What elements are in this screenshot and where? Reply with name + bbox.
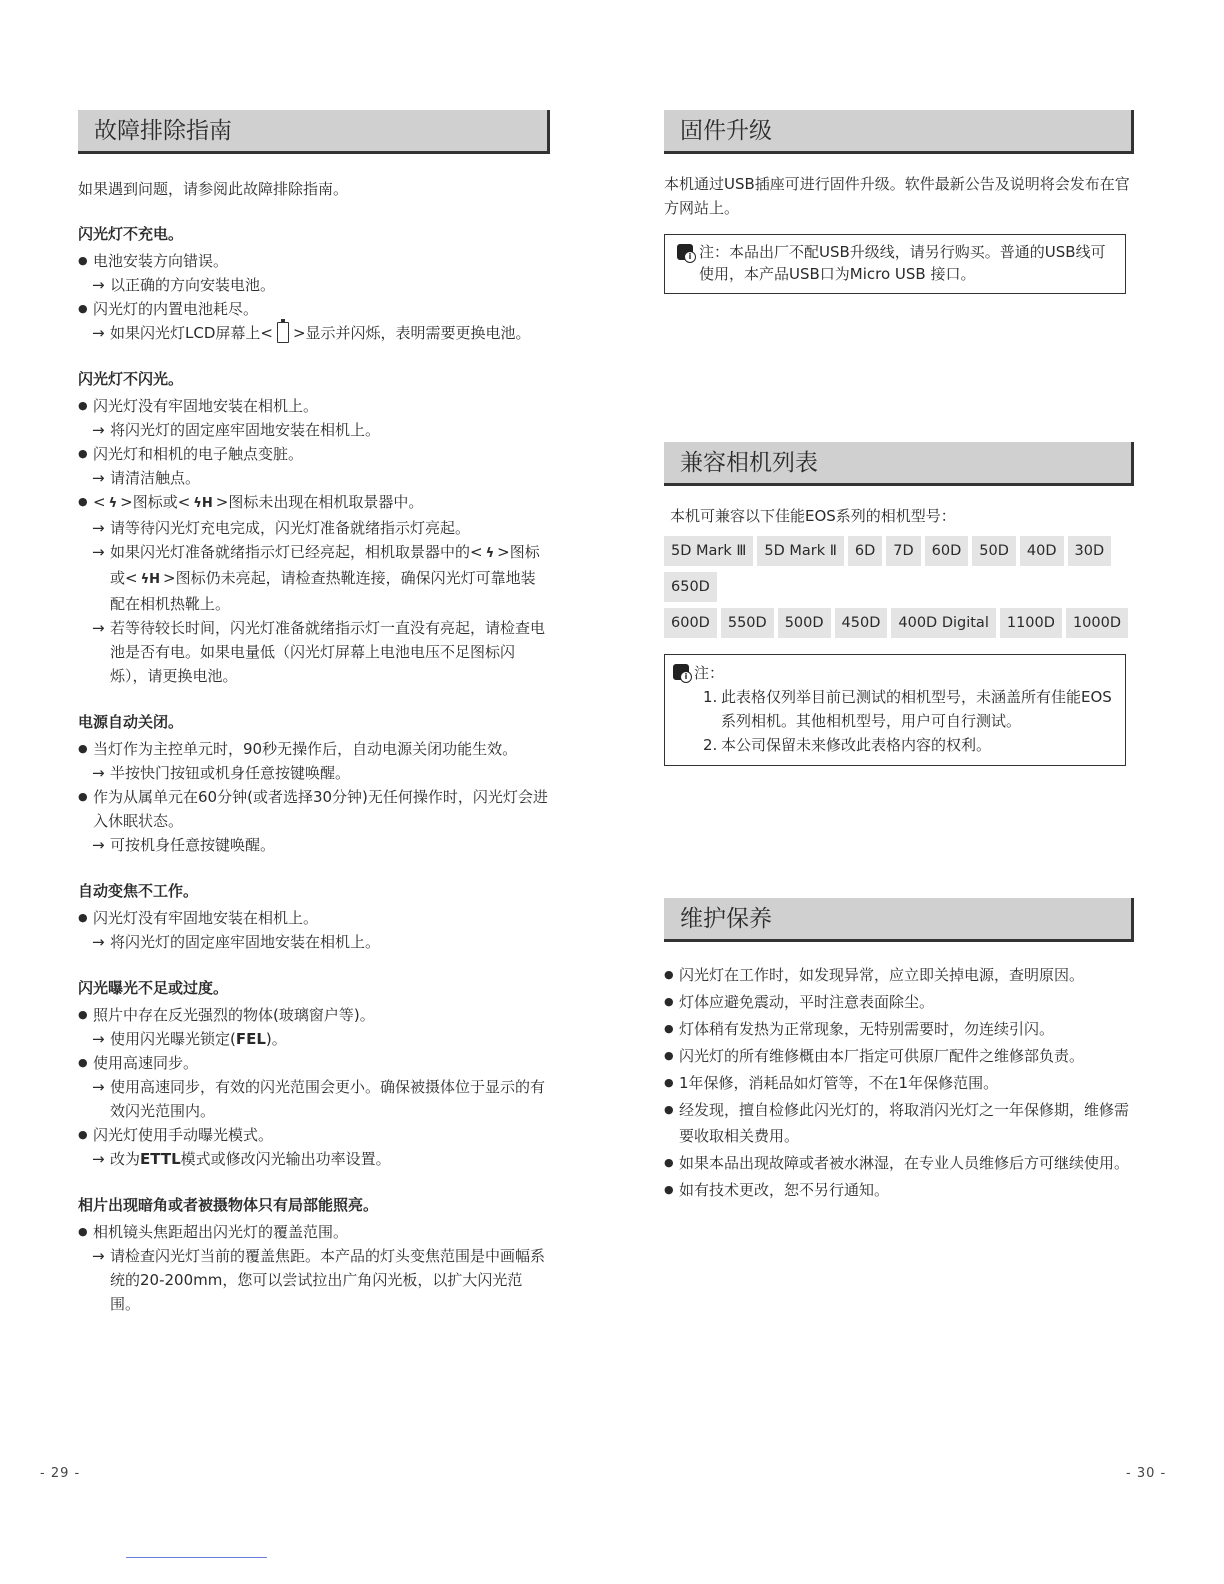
camera-chip: 5D Mark Ⅲ <box>664 536 753 566</box>
fix-item: → 可按机身任意按键唤醒。 <box>78 833 550 857</box>
firmware-text: 本机通过USB插座可进行固件升级。软件最新公告及说明将会发布在官方网站上。 <box>664 175 1130 217</box>
camera-chip: 650D <box>664 572 717 602</box>
camera-chip: 400D Digital <box>891 608 995 638</box>
fix-item: → 将闪光灯的固定座牢固地安装在相机上。 <box>78 930 550 954</box>
page-number-right: - 30 - <box>1126 1466 1167 1481</box>
flash-ready-icon: ϟ <box>108 496 118 511</box>
firmware-section <box>664 110 1134 294</box>
care-item: ● 如有技术更改，恕不另行通知。 <box>664 1177 1134 1203</box>
compat-note <box>664 654 1126 766</box>
care-section <box>664 898 1134 1204</box>
camera-chip: 600D <box>664 608 717 638</box>
issue-title: 闪光曝光不足或过度。 <box>78 979 229 997</box>
care-item: ● 1年保修，消耗品如灯管等，不在1年保修范围。 <box>664 1070 1134 1096</box>
troubleshooting-section <box>78 110 550 1316</box>
battery-icon <box>277 322 289 343</box>
fix-item: → 如果闪光灯LCD屏幕上< >显示并闪烁，表明需要更换电池。 <box>78 321 550 345</box>
fix-item: → 改为ETTL模式或修改闪光输出功率设置。 <box>78 1147 550 1171</box>
care-item: ● 闪光灯在工作时，如发现异常，应立即关掉电源，查明原因。 <box>664 962 1134 988</box>
care-item: ● 如果本品出现故障或者被水淋湿，在专业人员维修后方可继续使用。 <box>664 1150 1134 1176</box>
fix-item: → 将闪光灯的固定座牢固地安装在相机上。 <box>78 418 550 442</box>
fix-item: → 若等待较长时间，闪光灯准备就绪指示灯一直没有亮起，请检查电池是否有电。如果电量低（闪光灯屏幕上电池电压不足图标闪烁），请更换电池。 <box>78 616 550 688</box>
issue-title: 闪光灯不充电。 <box>78 225 184 243</box>
fix-item: → 请等待闪光灯充电完成，闪光灯准备就绪指示灯亮起。 <box>78 516 550 540</box>
firmware-note <box>664 234 1126 294</box>
cause-item: ● 作为从属单元在60分钟(或者选择30分钟)无任何操作时，闪光灯会进入休眠状态。 <box>78 785 550 833</box>
issue-exposure <box>78 976 550 1171</box>
note-label: 注： <box>694 664 725 682</box>
cause-item: ● 闪光灯没有牢固地安装在相机上。 <box>78 394 550 418</box>
camera-chip: 1000D <box>1066 608 1128 638</box>
issue-title: 电源自动关闭。 <box>78 713 184 731</box>
camera-chip: 1100D <box>1000 608 1062 638</box>
camera-chip: 7D <box>886 536 920 566</box>
cause-item: ● 使用高速同步。 <box>78 1051 550 1075</box>
cause-item: ● 当灯作为主控单元时，90秒无操作后，自动电源关闭功能生效。 <box>78 737 550 761</box>
fix-item: → 请检查闪光灯当前的覆盖焦距。本产品的灯头变焦范围是中画幅系统的20-200mm，您可以尝试拉出广角闪光板，以扩大闪光范围。 <box>78 1244 550 1316</box>
note-item: 2. 本公司保留未来修改此表格内容的权利。 <box>703 736 992 754</box>
note-icon <box>677 244 693 260</box>
flash-hss-icon: ϟH <box>193 496 213 511</box>
issue-title: 相片出现暗角或者被摄物体只有局部能照亮。 <box>78 1196 379 1214</box>
issue-no-flash <box>78 367 550 688</box>
fix-item: → 如果闪光灯准备就绪指示灯已经亮起，相机取景器中的< ϟ >图标或< ϟH >图标仍未亮起，请检查热靴连接，确保闪光灯可靠地装配在相机热靴上。 <box>78 540 550 616</box>
camera-chip: 30D <box>1068 536 1112 566</box>
cause-item: ● 照片中存在反光强烈的物体(玻璃窗户等)。 <box>78 1003 550 1027</box>
firmware-note-text: 注：本品出厂不配USB升级线，请另行购买。普通的USB线可使用，本产品USB口为Micro USB 接口。 <box>699 243 1106 283</box>
firmware-title: 固件升级 <box>664 110 1134 154</box>
camera-chip: 50D <box>972 536 1016 566</box>
footer-divider <box>126 1557 267 1558</box>
issue-not-charging <box>78 222 550 345</box>
issue-title: 自动变焦不工作。 <box>78 882 199 900</box>
camera-chip: 5D Mark Ⅱ <box>757 536 844 566</box>
cause-item: ● 闪光灯使用手动曝光模式。 <box>78 1123 550 1147</box>
cause-item: ● 相机镜头焦距超出闪光灯的覆盖范围。 <box>78 1220 550 1244</box>
camera-chip: 40D <box>1020 536 1064 566</box>
fix-item: → 使用闪光曝光锁定(FEL)。 <box>78 1027 550 1051</box>
care-list <box>664 962 1134 1203</box>
issue-vignetting <box>78 1193 550 1316</box>
camera-chip: 6D <box>848 536 882 566</box>
page-number-left: - 29 - <box>40 1466 81 1481</box>
care-item: ● 灯体应避免震动，平时注意表面除尘。 <box>664 989 1134 1015</box>
camera-chip: 60D <box>925 536 969 566</box>
flash-ready-icon: ϟ <box>485 546 495 561</box>
troubleshooting-intro: 如果遇到问题，请参阅此故障排除指南。 <box>78 180 349 198</box>
care-title: 维护保养 <box>664 898 1134 942</box>
note-icon <box>673 664 689 680</box>
care-item: ● 闪光灯的所有维修概由本厂指定可供原厂配件之维修部负责。 <box>664 1043 1134 1069</box>
flash-hss-icon: ϟH <box>140 572 161 587</box>
camera-list <box>664 536 1154 644</box>
cause-item: ● 闪光灯和相机的电子触点变脏。 <box>78 442 550 466</box>
camera-chip: 450D <box>835 608 888 638</box>
note-item: 1. 此表格仅列举目前已测试的相机型号，未涵盖所有佳能EOS系列相机。其他相机型号，用户可自行测试。 <box>703 688 1112 730</box>
camera-chip: 500D <box>778 608 831 638</box>
issue-title: 闪光灯不闪光。 <box>78 370 184 388</box>
camera-chip: 550D <box>721 608 774 638</box>
care-item: ● 灯体稍有发热为正常现象，无特别需要时，勿连续引闪。 <box>664 1016 1134 1042</box>
fix-item: → 请清洁触点。 <box>78 466 550 490</box>
troubleshooting-title: 故障排除指南 <box>78 110 550 154</box>
fix-item: → 以正确的方向安装电池。 <box>78 273 550 297</box>
compat-intro: 本机可兼容以下佳能EOS系列的相机型号： <box>670 507 956 525</box>
compat-section <box>664 442 1134 766</box>
cause-item: ● 闪光灯没有牢固地安装在相机上。 <box>78 906 550 930</box>
compat-title: 兼容相机列表 <box>664 442 1134 486</box>
cause-item: ● < ϟ >图标或< ϟH >图标未出现在相机取景器中。 <box>78 490 550 516</box>
cause-item: ● 闪光灯的内置电池耗尽。 <box>78 297 550 321</box>
issue-auto-zoom <box>78 879 550 954</box>
fix-item: → 半按快门按钮或机身任意按键唤醒。 <box>78 761 550 785</box>
issue-auto-power-off <box>78 710 550 857</box>
cause-item: ● 电池安装方向错误。 <box>78 249 550 273</box>
care-item: ● 经发现，擅自检修此闪光灯的，将取消闪光灯之一年保修期，维修需要收取相关费用。 <box>664 1097 1134 1149</box>
fix-item: → 使用高速同步，有效的闪光范围会更小。确保被摄体位于显示的有效闪光范围内。 <box>78 1075 550 1123</box>
